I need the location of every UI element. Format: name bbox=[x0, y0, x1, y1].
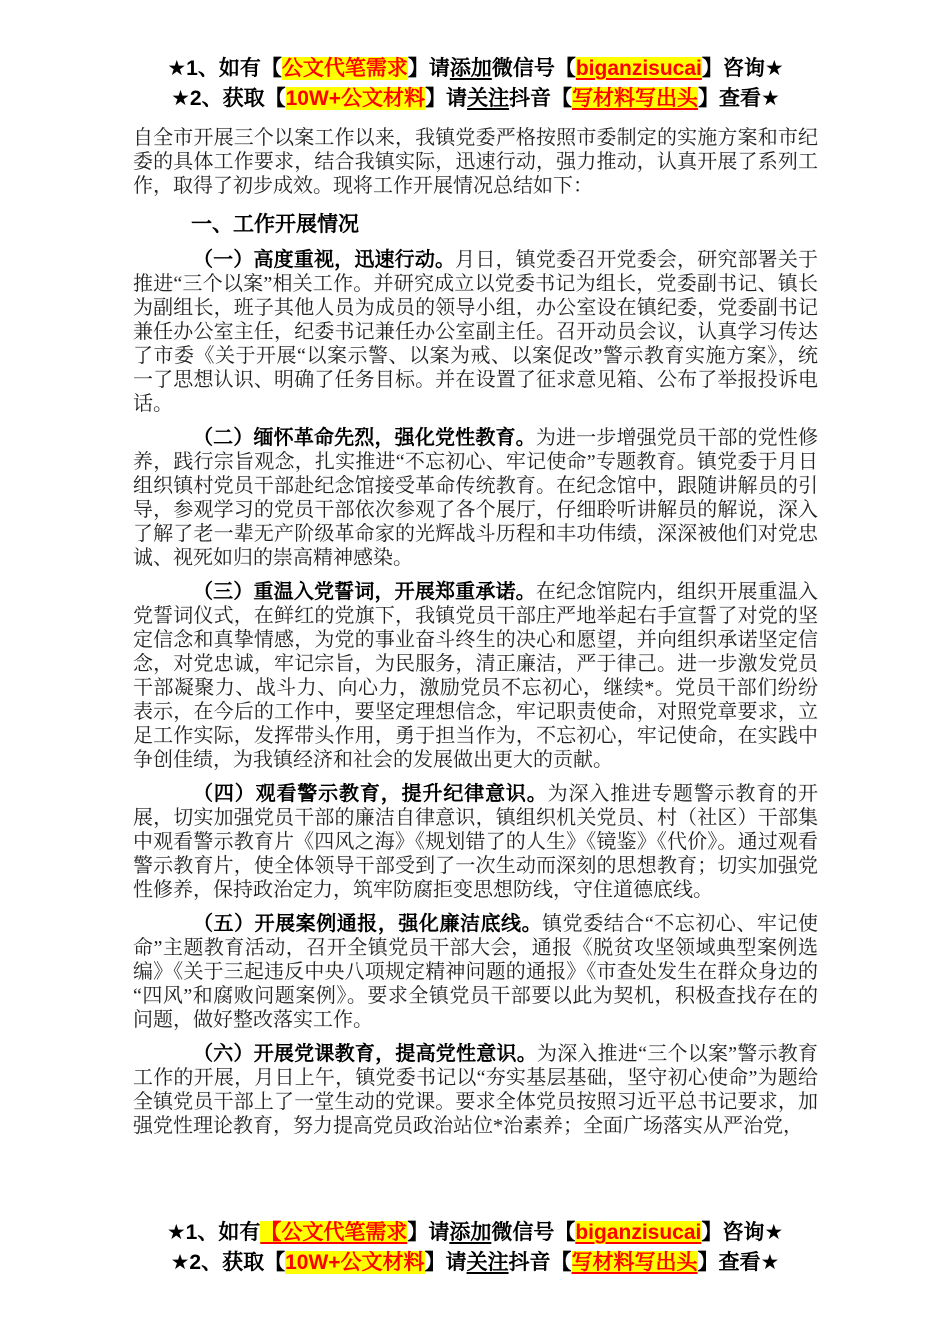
body-paragraph bbox=[133, 1042, 818, 1138]
paragraph-lead: （五）开展案例通报，强化廉洁底线。 bbox=[193, 913, 543, 935]
paragraph-text: 月日，镇党委召开党委会，研究部署关于推进“三个以案”相关工作。并研究成立以党委书记为组长，党委副书记、镇长为副组长，班子其他人员为成员的领导小组，办公室设在镇纪委，党委副书记兼任办公室主任，纪委书记兼任办公室副主任。召开动员会议，认真学习传达了市委《关于开展“以案示警、以案为戒、以案促改”警示教育实施方案》，统一了思想认识、明确了任务目标。并在设置了征求意见箱、公布了举报投诉电话。 bbox=[133, 249, 819, 415]
body-paragraph bbox=[133, 580, 818, 772]
paragraph-text: 镇党委结合“不忘初心、牢记使命”主题教育活动，召开全镇党员干部大会，通报《脱贫攻坚领域典型案例选编》《关于三起违反中央八项规定精神问题的通报》《市查处发生在群众身边的“四风”和腐败问题案例》。要求全镇党员干部要以此为契机，积极查找存在的问题，做好整改落实工作。 bbox=[133, 913, 818, 1031]
body-paragraph bbox=[133, 426, 818, 570]
footer-promo-line-1 bbox=[0, 1218, 950, 1248]
promo-highlight-segment: biganzisucai bbox=[575, 57, 702, 80]
promo-highlight-segment: 写材料写出头 bbox=[572, 87, 699, 110]
paragraph-text: 为进一步增强党员干部的党性修养，践行宗旨观念，扎实推进“不忘初心、牢记使命”专题教育。镇党委于月日组织镇村党员干部赴纪念馆接受革命传统教育。在纪念馆中，跟随讲解员的引导，参观学习的党员干部依次参观了各个展厅，仔细聆听讲解员的解说，深入了解了老一辈无产阶级革命家的光辉战斗历程和丰功伟绩，深深被他们对党忠诚、视死如归的崇高精神感染。 bbox=[133, 427, 819, 569]
header-promo bbox=[133, 54, 818, 114]
body-paragraph bbox=[133, 912, 818, 1032]
promo-text-segment: ★2、获取【 bbox=[171, 87, 286, 110]
promo-text-segment: 】请 bbox=[407, 1221, 450, 1244]
paragraph-lead: （二）缅怀革命先烈，强化党性教育。 bbox=[193, 427, 536, 449]
paragraph-text: 为深入推进“三个以案”警示教育工作的开展，月日上午，镇党委书记以“夯实基层基础，坚守初心使命”为题给全镇党员干部上了一堂生动的党课。要求全体党员按照习近平总书记要求，加强党性理论教育，努力提高党员政治站位*治素养；全面广场落实从严治党， bbox=[133, 1043, 818, 1137]
promo-highlight-segment: 公文代笔需求 bbox=[281, 57, 408, 80]
promo-highlight-segment: 10W+公文材料 bbox=[285, 87, 426, 110]
promo-text-segment: 微信号【 bbox=[491, 57, 576, 80]
promo-text-segment: 】查看★ bbox=[698, 87, 780, 110]
promo-text-segment: 抖音【 bbox=[508, 1251, 572, 1274]
paragraph-text: 为深入推进专题警示教育的开展，切实加强党员干部的廉洁自律意识，镇组织机关党员、村（社区）干部集中观看警示教育片《四风之海》《规划错了的人生》《镜鉴》《代价》。通过观看警示教育片，使全体领导干部受到了一次生动而深刻的思想教育；切实加强党性修养，保持政治定力，筑牢防腐拒变思想防线，守住道德底线。 bbox=[133, 783, 819, 901]
promo-text-segment: 】请 bbox=[424, 1251, 467, 1274]
promo-text-segment: 抖音【 bbox=[509, 87, 573, 110]
document-body bbox=[133, 126, 818, 1138]
paragraph-list bbox=[133, 248, 818, 1138]
intro-paragraph: 自全市开展三个以案工作以来，我镇党委严格按照市委制定的实施方案和市纪委的具体工作要求，结合我镇实际，迅速行动，强力推动，认真开展了系列工作，取得了初步成效。现将工作开展情况总结如下： bbox=[133, 127, 818, 197]
promo-text-segment: 添加 bbox=[449, 57, 492, 80]
promo-text-segment: 】咨询★ bbox=[701, 1221, 784, 1244]
promo-highlight-segment: 10W+公文材料 bbox=[285, 1251, 425, 1274]
promo-text-segment: 添加 bbox=[449, 1221, 492, 1244]
footer-promo-line-2 bbox=[0, 1248, 950, 1278]
promo-text-segment: 】请 bbox=[407, 57, 450, 80]
promo-text-segment: 】咨询★ bbox=[701, 57, 784, 80]
paragraph-lead: （六）开展党课教育，提高党性意识。 bbox=[193, 1043, 537, 1065]
header-promo-line-2 bbox=[133, 84, 818, 114]
paragraph-lead: （一）高度重视，迅速行动。 bbox=[193, 249, 456, 271]
section-heading: 一、工作开展情况 bbox=[191, 212, 359, 236]
promo-text-segment: 】查看★ bbox=[697, 1251, 780, 1274]
body-paragraph bbox=[133, 782, 818, 902]
promo-highlight-segment: 【公文代笔需求 bbox=[260, 1221, 408, 1244]
paragraph-lead: （四）观看警示教育，提升纪律意识。 bbox=[193, 783, 548, 805]
promo-text-segment: 关注 bbox=[466, 1251, 509, 1274]
paragraph-lead: （三）重温入党誓词，开展郑重承诺。 bbox=[193, 581, 536, 603]
paragraph-text: 在纪念馆院内，组织开展重温入党誓词仪式，在鲜红的党旗下，我镇党员干部庄严地举起右手宣誓了对党的坚定信念和真挚情感，为党的事业奋斗终生的决心和愿望，并向组织承诺坚定信念，对党忠诚，牢记宗旨，为民服务，清正廉洁，严于律己。进一步激发党员干部凝聚力、战斗力、向心力，激励党员不忘初心，继续*。党员干部们纷纷表示，在今后的工作中，要坚定理想信念，牢记职责使命，对照党章要求，立足工作实际，发挥带头作用，勇于担当作为，不忘初心，牢记使命，在实践中争创佳绩，为我镇经济和社会的发展做出更大的贡献。 bbox=[133, 581, 819, 771]
promo-text-segment: 】请 bbox=[425, 87, 468, 110]
footer-promo bbox=[0, 1218, 950, 1278]
promo-text-segment: ★1、如有【 bbox=[167, 57, 282, 80]
promo-highlight-segment: biganzisucai bbox=[575, 1221, 702, 1244]
header-promo-line-1 bbox=[133, 54, 818, 84]
promo-text-segment: 关注 bbox=[467, 87, 510, 110]
promo-text-segment: ★2、获取【 bbox=[170, 1251, 286, 1274]
promo-text-segment: 微信号【 bbox=[491, 1221, 576, 1244]
promo-highlight-segment: 写材料写出头 bbox=[571, 1251, 698, 1274]
promo-text-segment: ★1、如有 bbox=[166, 1221, 261, 1244]
body-paragraph bbox=[133, 248, 818, 416]
